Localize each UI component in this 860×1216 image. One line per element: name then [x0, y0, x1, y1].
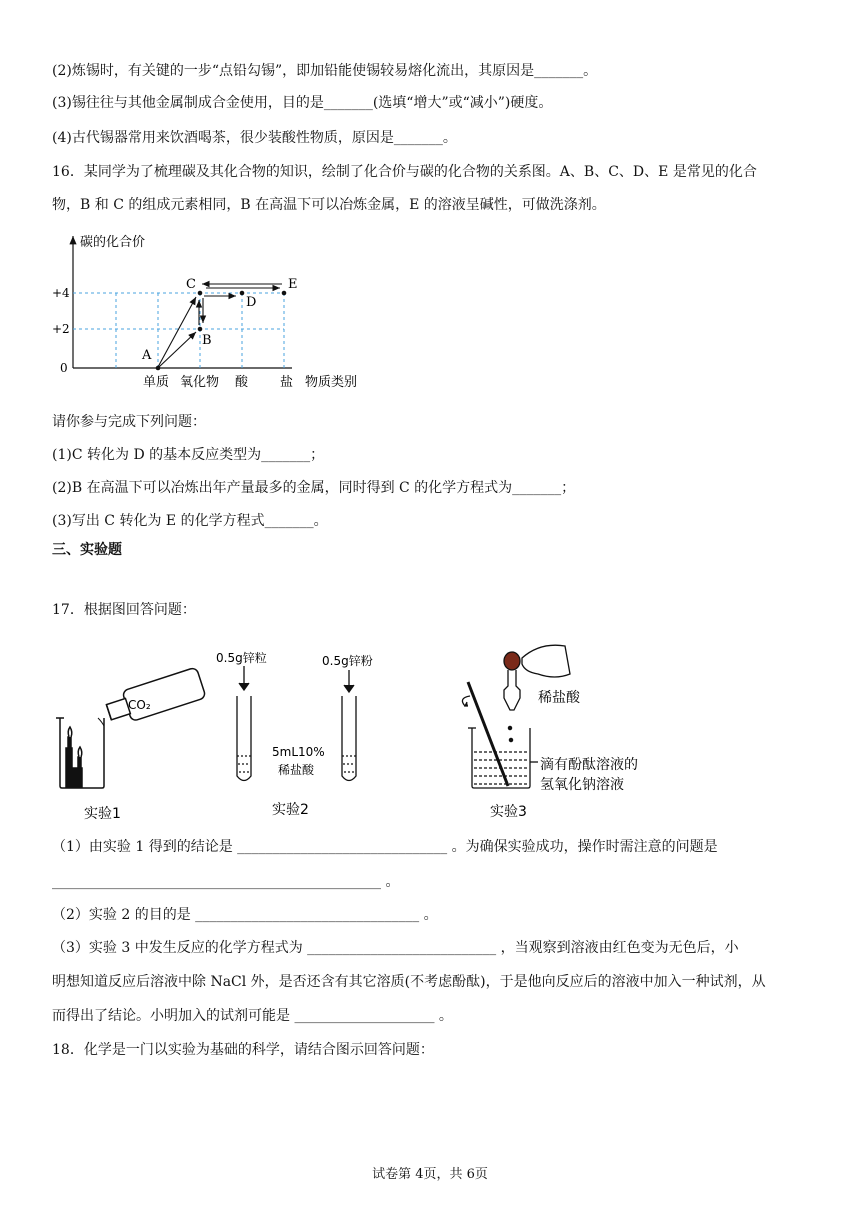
carbon-valence-diagram — [52, 228, 372, 396]
q16-stem-line1: 16．某同学为了梳理碳及其化合物的知识，绘制了化合价与碳的化合物的关系图。A、B、C、D、E 是常见的化合 — [52, 164, 757, 180]
q15-part2: (2)炼锡时，有关键的一步“点铅勾锡”，即加铅能使锡较易熔化流出，其原因是_______。 — [52, 63, 598, 79]
exp1-gas-label: CO₂ — [128, 698, 151, 712]
exp1-apparatus — [56, 667, 206, 788]
y-axis-label: 碳的化合价 — [80, 235, 146, 250]
q16-part3: (3)写出 C 转化为 E 的化学方程式_______。 — [52, 513, 328, 529]
exp2-tube2 — [342, 670, 356, 781]
exp3-solution-line2: 氢氧化钠溶液 — [540, 777, 624, 793]
x-cat-oxide: 氧化物 — [180, 375, 220, 390]
arrow-a-to-b — [159, 332, 196, 367]
exp3-solution-line1: 滴有酚酞溶液的 — [540, 757, 638, 773]
q18-stem: 18．化学是一门以实验为基础的科学，请结合图示回答问题： — [52, 1042, 434, 1058]
label-b: B — [202, 333, 212, 348]
q16-intro: 请你参与完成下列问题： — [52, 414, 206, 430]
x-cat-element: 单质 — [143, 375, 170, 390]
q17-stem: 17．根据图回答问题： — [52, 602, 196, 618]
y-tick-plus4: +4 — [52, 286, 70, 300]
exp1-label: 实验1 — [84, 806, 121, 822]
point-b — [198, 327, 203, 332]
label-a: A — [142, 348, 152, 363]
exp2-tube1-label: 0.5g锌粒 — [216, 651, 267, 665]
q17-part3-line2: 明想知道反应后溶液中除 NaCl 外，是否还含有其它溶质(不考虑酚酞)，于是他向反应后的溶液中加入一种试剂，从 — [52, 974, 766, 990]
exp3-label: 实验3 — [490, 804, 527, 820]
label-e: E — [288, 277, 298, 292]
arrow-a-to-c — [158, 297, 196, 367]
exp3-dropper-label: 稀盐酸 — [538, 690, 580, 706]
section-title: 三、实验题 — [52, 542, 122, 558]
x-cat-salt: 盐 — [280, 375, 294, 390]
q16-part1: (1)C 转化为 D 的基本反应类型为_______； — [52, 447, 325, 463]
x-axis-label: 物质类别 — [305, 375, 358, 390]
q16-stem-line2: 物，B 和 C 的组成元素相同，B 在高温下可以冶炼金属，E 的溶液呈碱性，可做洗涤剂。 — [52, 197, 606, 213]
q17-part3-line1: （3）实验 3 中发生反应的化学方程式为 ___________________________ ，当观察到溶液由红色变为无色后，小 — [52, 940, 739, 956]
point-d — [240, 291, 245, 296]
y-tick-plus2: +2 — [52, 322, 70, 336]
label-d: D — [246, 295, 257, 310]
point-e — [282, 291, 287, 296]
x-cat-acid: 酸 — [235, 375, 249, 390]
exp2-acid-line1: 5mL10% — [272, 745, 325, 759]
exp2-tube2-label: 0.5g锌粉 — [322, 654, 373, 668]
exp2-tube1 — [237, 666, 251, 781]
q15-part4: (4)古代锡器常用来饮酒喝茶，很少装酸性物质，原因是_______。 — [52, 130, 457, 146]
exp2-acid-line2: 稀盐酸 — [278, 763, 315, 777]
q15-part3: (3)锡往往与其他金属制成合金使用，目的是_______(选填“增大”或“减小”)硬度。 — [52, 95, 553, 111]
q16-part2: (2)B 在高温下可以冶炼出年产量最多的金属，同时得到 C 的化学方程式为_______； — [52, 480, 576, 496]
point-c — [198, 291, 203, 296]
label-c: C — [186, 277, 196, 292]
q17-part2: （2）实验 2 的目的是 ________________________________ 。 — [52, 907, 438, 923]
page-footer: 试卷第 4页，共 6页 — [372, 1167, 488, 1182]
y-tick-zero: 0 — [60, 361, 68, 375]
exp2-label: 实验2 — [272, 802, 309, 818]
q17-part1-line2: _______________________________________________ 。 — [52, 874, 400, 890]
q17-part3-line3: 而得出了结论。小明加入的试剂可能是 ____________________ 。 — [52, 1008, 453, 1024]
experiment-figure — [40, 636, 680, 826]
q17-part1-line1: （1）由实验 1 得到的结论是 ______________________________ 。为确保实验成功，操作时需注意的问题是 — [52, 839, 718, 855]
